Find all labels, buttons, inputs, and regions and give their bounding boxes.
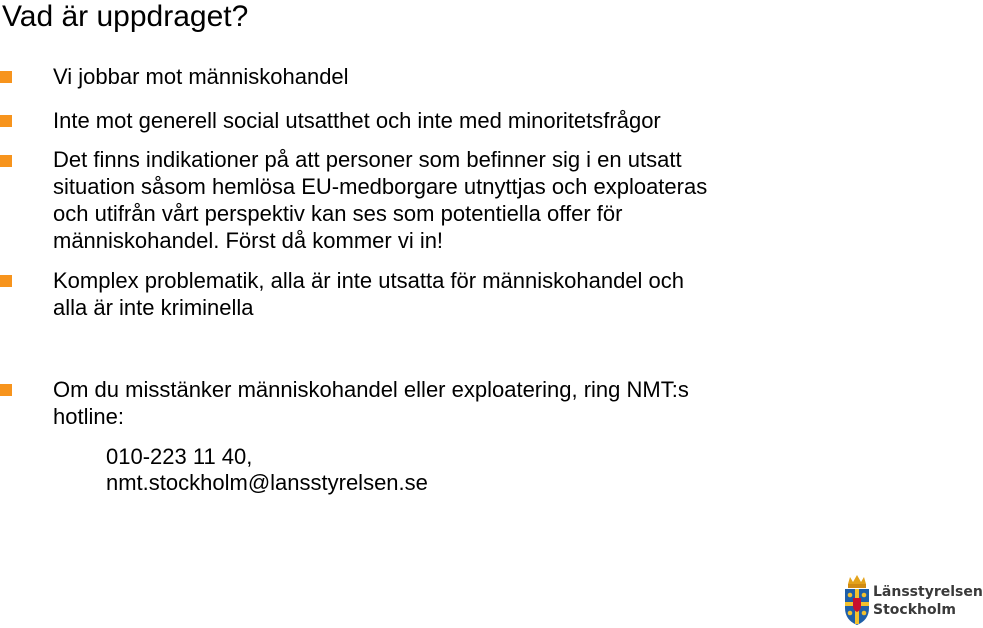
bullet-text-line: Inte mot generell social utsatthet och inte med minoritetsfrågor [53,108,661,133]
contact-email: nmt.stockholm@lansstyrelsen.se [106,470,428,495]
bullet-text-line: situation såsom hemlösa EU-medborgare utnyttjas och exploateras [53,174,708,199]
bullet-text-line: hotline: [53,404,124,429]
bullet-text-line: alla är inte kriminella [53,295,254,320]
bullet-icon [0,115,12,127]
logo-text-line2: Stockholm [873,602,956,618]
bullet-text-line: människohandel. Först då kommer vi in! [53,228,444,253]
contact-phone: 010-223 11 40, [106,444,253,469]
bullet-icon [0,71,12,83]
bullet-icon [0,155,12,167]
bullet-text-line: Det finns indikationer på att personer som befinner sig i en utsatt [53,147,682,172]
bullet-icon [0,384,12,396]
bullet-text-line: Komplex problematik, alla är inte utsatta för människohandel och [53,268,685,293]
lansstyrelsen-logo [843,574,983,626]
logo-text-line1: Länsstyrelsen [873,584,983,600]
page-title: Vad är uppdraget? [2,0,249,33]
bullet-text-line: och utifrån vårt perspektiv kan ses som potentiella offer för [53,201,623,226]
bullet-text-line: Vi jobbar mot människohandel [53,64,349,89]
crest-icon [843,574,871,626]
bullet-text-line: Om du misstänker människohandel eller exploatering, ring NMT:s [53,377,689,402]
bullet-icon [0,275,12,287]
